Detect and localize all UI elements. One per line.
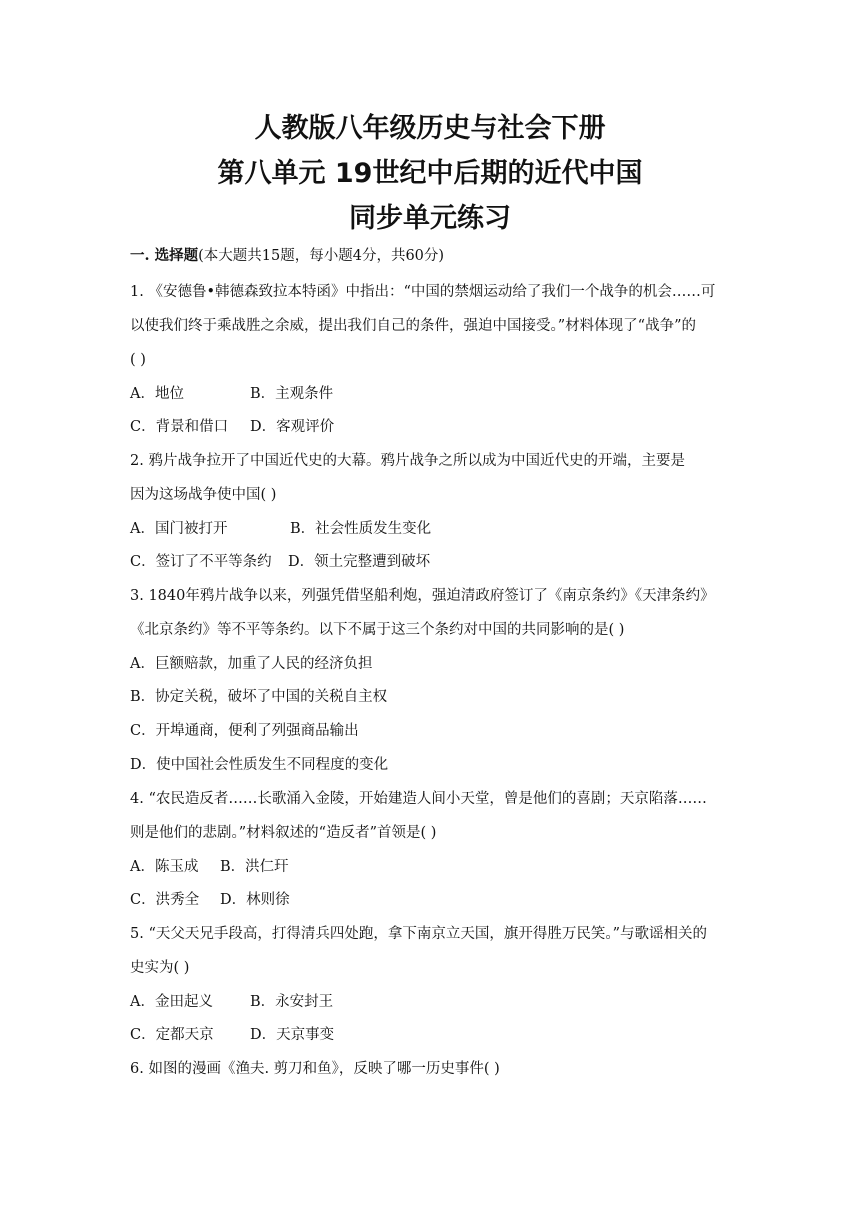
question-2-option-c: C．签订了不平等条约 — [130, 554, 272, 570]
question-1-option-a: A．地位 — [130, 386, 184, 402]
question-6-line-1: 6. 如图的漫画《渔夫. 剪刀和鱼》，反映了哪一历史事件( ) — [130, 1061, 500, 1077]
question-1-line-3: ( ) — [130, 352, 146, 368]
question-3-option-c: C．开埠通商，便利了列强商品输出 — [130, 723, 359, 739]
section-heading — [130, 246, 444, 266]
question-4-line-1: 4. “农民造反者……长歌涌入金陵，开始建造人间小天堂，曾是他们的喜剧；天京陷落…… — [130, 791, 707, 807]
document-title: 人教版八年级历史与社会下册 — [254, 113, 606, 144]
question-3-line-2: 《北京条约》等不平等条约。以下不属于这三个条约对中国的共同影响的是( ) — [130, 622, 625, 638]
question-1-option-d: D．客观评价 — [250, 419, 335, 435]
question-1-line-2: 以使我们终于乘战胜之余威，提出我们自己的条件，强迫中国接受。”材料体现了“战争”的 — [130, 318, 696, 334]
question-4-option-c: C．洪秀全 — [130, 892, 200, 908]
section-label: 一. 选择题 — [130, 247, 199, 264]
question-5-line-1: 5. “天父天兄手段高，打得清兵四处跑，拿下南京立天国，旗开得胜万民笑。”与歌谣相关的 — [130, 926, 708, 942]
exercise-title: 同步单元练习 — [349, 203, 511, 234]
question-5-option-a: A．金田起义 — [130, 994, 213, 1010]
question-1-line-1: 1. 《安德鲁•韩德森致拉本特函》中指出：“中国的禁烟运动给了我们一个战争的机会……可 — [130, 284, 716, 300]
question-2-line-2: 因为这场战争使中国( ) — [130, 487, 277, 503]
question-1-option-c: C．背景和借口 — [130, 419, 229, 435]
question-4-option-b: B．洪仁玕 — [220, 859, 289, 875]
question-2-option-b: B．社会性质发生变化 — [290, 521, 432, 537]
question-4-line-2: 则是他们的悲剧。”材料叙述的“造反者”首领是( ) — [130, 825, 437, 841]
question-1-option-b: B．主观条件 — [250, 386, 334, 402]
question-4-option-a: A．陈玉成 — [130, 859, 199, 875]
question-2-option-d: D．领土完整遭到破坏 — [288, 554, 431, 570]
question-5-option-d: D．天京事变 — [250, 1027, 335, 1043]
question-3-option-d: D．使中国社会性质发生不同程度的变化 — [130, 757, 389, 773]
unit-title: 第八单元 19世纪中后期的近代中国 — [217, 158, 643, 189]
question-4-option-d: D．林则徐 — [220, 892, 290, 908]
question-3-line-1: 3. 1840年鸦片战争以来，列强凭借坚船利炮，强迫清政府签订了《南京条约》《天津条约》 — [130, 588, 715, 604]
question-3-option-a: A．巨额赔款，加重了人民的经济负担 — [130, 656, 373, 672]
section-note: (本大题共15题，每小题4分，共60分) — [198, 248, 445, 264]
question-5-option-b: B．永安封王 — [250, 994, 334, 1010]
question-3-option-b: B．协定关税，破坏了中国的关税自主权 — [130, 689, 388, 705]
question-2-line-1: 2. 鸦片战争拉开了中国近代史的大幕。鸦片战争之所以成为中国近代史的开端，主要是 — [130, 453, 685, 469]
question-5-option-c: C．定都天京 — [130, 1027, 214, 1043]
question-5-line-2: 史实为( ) — [130, 960, 190, 976]
question-2-option-a: A．国门被打开 — [130, 521, 228, 537]
